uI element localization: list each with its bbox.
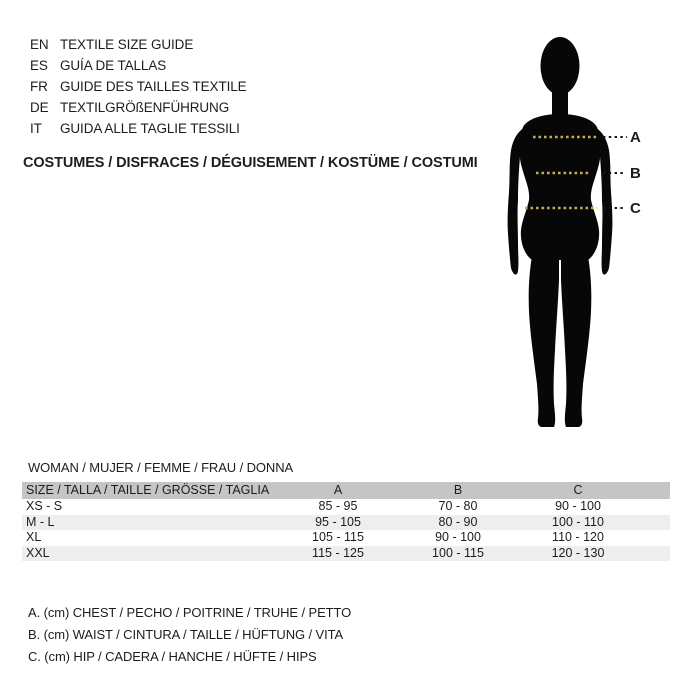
language-row-es — [30, 55, 247, 76]
language-code: IT — [30, 121, 42, 136]
marker-a-label: A — [630, 129, 641, 146]
chest-cell: 95 - 105 — [278, 515, 398, 531]
waist-cell: 70 - 80 — [438, 499, 478, 513]
filler-cell — [638, 546, 670, 562]
legend-waist: B. (cm) WAIST / CINTURA / TAILLE / HÜFTUNG / VITA — [28, 627, 344, 642]
table-row-xxl — [22, 546, 670, 562]
language-row-en — [30, 34, 247, 55]
language-code: FR — [30, 79, 48, 94]
language-label: TEXTILE SIZE GUIDE — [60, 37, 194, 52]
filler-cell — [638, 515, 670, 531]
waist-cell: 90 - 100 — [435, 530, 481, 544]
language-code: ES — [30, 58, 48, 73]
size-table — [22, 482, 670, 561]
silhouette-right-leg — [561, 256, 591, 427]
chest-cell: 105 - 115 — [312, 530, 364, 544]
hip-cell: 90 - 100 — [555, 499, 601, 513]
hip-cell: 120 - 130 — [518, 546, 638, 562]
language-row-it — [30, 118, 247, 139]
language-label: TEXTILGRÖßENFÜHRUNG — [60, 100, 230, 115]
chest-cell: 85 - 95 — [318, 499, 358, 513]
language-row-fr — [30, 76, 247, 97]
column-header-filler — [638, 482, 670, 499]
language-row-de — [30, 97, 247, 118]
table-row-m-l — [22, 515, 670, 531]
marker-b-label: B — [630, 165, 641, 182]
silhouette-left-leg — [529, 256, 559, 427]
filler-cell — [638, 499, 670, 515]
language-code: DE — [30, 100, 49, 115]
language-label: GUIDE DES TAILLES TEXTILE — [60, 79, 247, 94]
group-title: WOMAN / MUJER / FEMME / FRAU / DONNA — [28, 460, 294, 475]
figure-area — [480, 28, 690, 430]
filler-cell — [638, 530, 670, 546]
legend-chest: A. (cm) CHEST / PECHO / POITRINE / TRUHE / PETTO — [28, 605, 352, 620]
language-label: GUIDA ALLE TAGLIE TESSILI — [60, 121, 240, 136]
language-label: GUÍA DE TALLAS — [60, 58, 167, 73]
size-table-header — [22, 482, 670, 499]
woman-silhouette — [480, 28, 680, 428]
marker-c-label: C — [630, 200, 641, 217]
size-cell: XL — [26, 530, 42, 544]
waist-cell: 80 - 90 — [398, 515, 518, 531]
chest-cell: 115 - 125 — [278, 546, 398, 562]
size-table-body — [22, 499, 670, 561]
measurement-legend — [28, 602, 351, 668]
hip-cell: 100 - 110 — [518, 515, 638, 531]
column-header-b: B — [398, 482, 518, 499]
header-row — [22, 482, 670, 499]
waist-cell: 100 - 115 — [398, 546, 518, 562]
size-cell: XXL — [22, 546, 278, 562]
language-code: EN — [30, 37, 49, 52]
column-header-c: C — [518, 482, 638, 499]
table-row-xl — [22, 530, 670, 546]
column-header-a: A — [278, 482, 398, 499]
category-title: COSTUMES / DISFRACES / DÉGUISEMENT / KOSTÜME / COSTUMI — [23, 155, 478, 171]
size-cell: M - L — [22, 515, 278, 531]
column-header-size: SIZE / TALLA / TAILLE / GRÖSSE / TAGLIA — [22, 482, 278, 499]
language-list — [30, 34, 247, 139]
hip-cell: 110 - 120 — [552, 530, 604, 544]
legend-hip: C. (cm) HIP / CADERA / HANCHE / HÜFTE / HIPS — [28, 649, 317, 664]
size-cell: XS - S — [26, 499, 63, 513]
table-row-xs-s — [22, 499, 670, 515]
